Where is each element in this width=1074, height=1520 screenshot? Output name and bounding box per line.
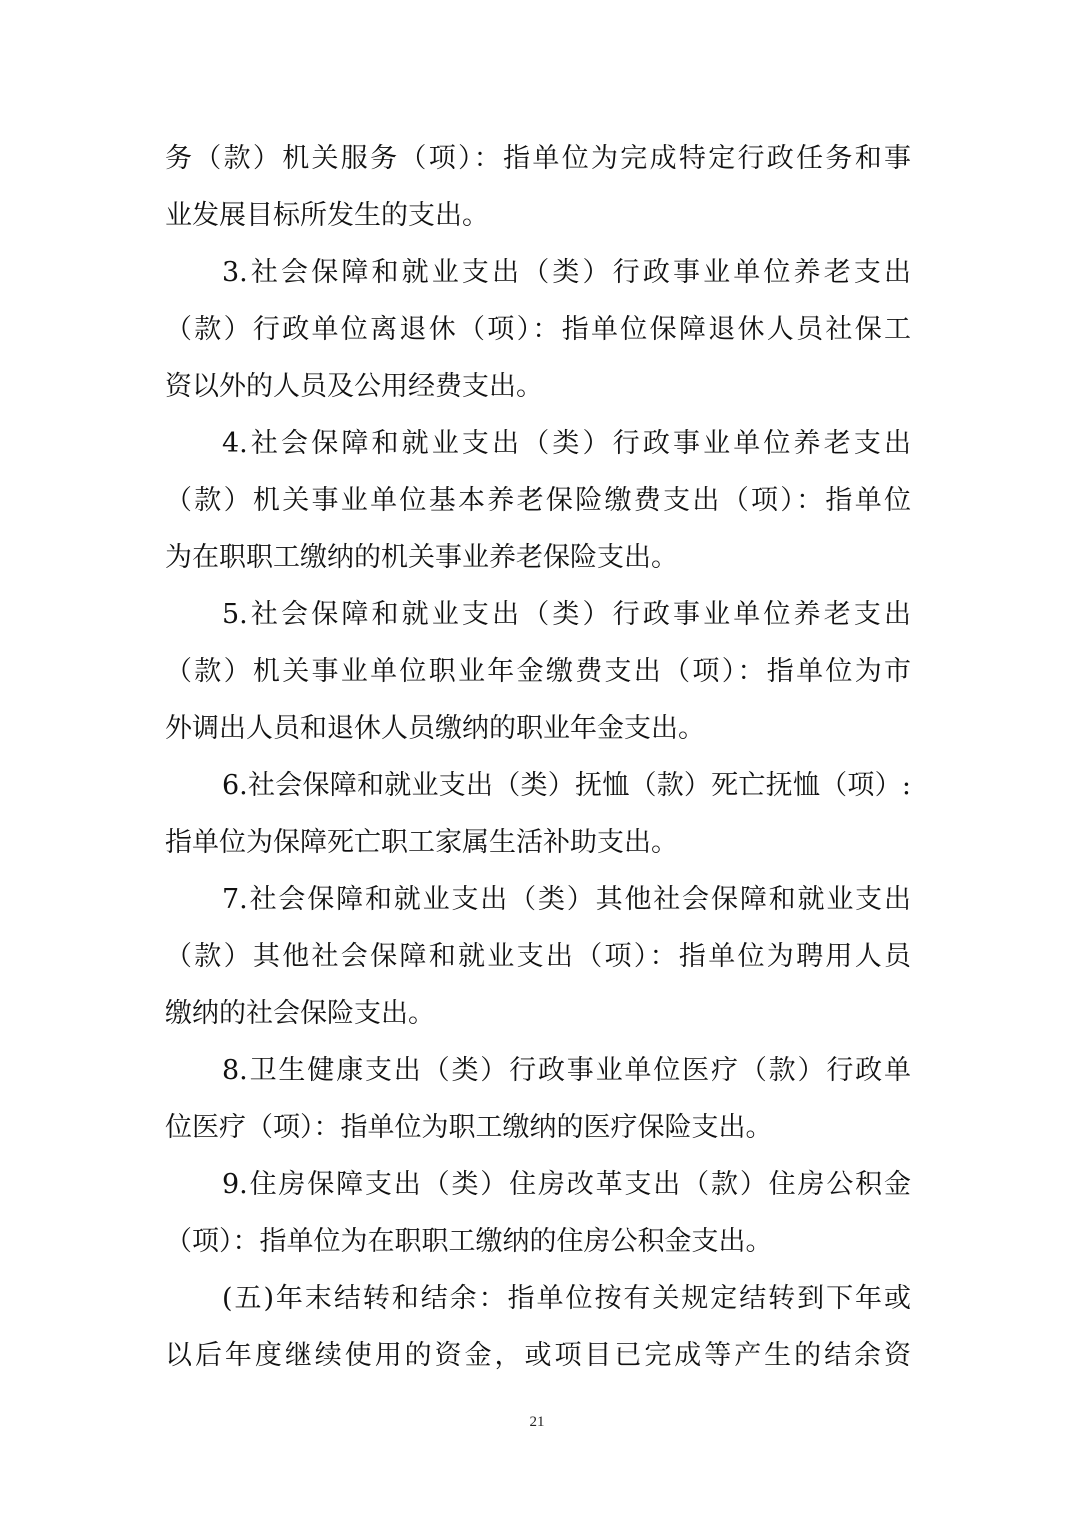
text-line: 8.卫生健康支出（类）行政事业单位医疗（款）行政单 [222, 1055, 911, 1086]
text-line: 位医疗（项）：指单位为职工缴纳的医疗保险支出。 [165, 1112, 773, 1143]
text-line: 3.社会保障和就业支出（类）行政事业单位养老支出 [222, 257, 911, 288]
text-line: （款）机关事业单位基本养老保险缴费支出（项）：指单位 [165, 485, 911, 516]
text-line: 5.社会保障和就业支出（类）行政事业单位养老支出 [222, 599, 911, 630]
text-line: 务（款）机关服务（项）：指单位为完成特定行政任务和事 [165, 143, 911, 174]
body-text [165, 130, 911, 1384]
text-line: 资以外的人员及公用经费支出。 [165, 371, 543, 402]
text-line: 指单位为保障死亡职工家属生活补助支出。 [165, 827, 678, 858]
text-line: 9.住房保障支出（类）住房改革支出（款）住房公积金 [222, 1169, 911, 1200]
page-number: 21 [529, 1414, 545, 1430]
text-line: 外调出人员和退休人员缴纳的职业年金支出。 [165, 713, 705, 744]
text-line: 以后年度继续使用的资金，或项目已完成等产生的结余资 [165, 1340, 911, 1371]
text-line: （款）机关事业单位职业年金缴费支出（项）：指单位为市 [165, 656, 911, 687]
text-line: 业发展目标所发生的支出。 [165, 200, 489, 231]
text-line: 7.社会保障和就业支出（类）其他社会保障和就业支出 [222, 884, 911, 915]
text-line: (五)年末结转和结余：指单位按有关规定结转到下年或 [222, 1283, 911, 1314]
text-line: 缴纳的社会保险支出。 [165, 998, 435, 1029]
text-line: （款）行政单位离退休（项）：指单位保障退休人员社保工 [165, 314, 911, 345]
text-line: 6.社会保障和就业支出（类）抚恤（款）死亡抚恤（项）: [222, 770, 911, 801]
text-line: 为在职职工缴纳的机关事业养老保险支出。 [165, 542, 678, 573]
text-line: （项）：指单位为在职职工缴纳的住房公积金支出。 [165, 1226, 773, 1257]
text-line: 4.社会保障和就业支出（类）行政事业单位养老支出 [222, 428, 911, 459]
text-line: （款）其他社会保障和就业支出（项）：指单位为聘用人员 [165, 941, 911, 972]
